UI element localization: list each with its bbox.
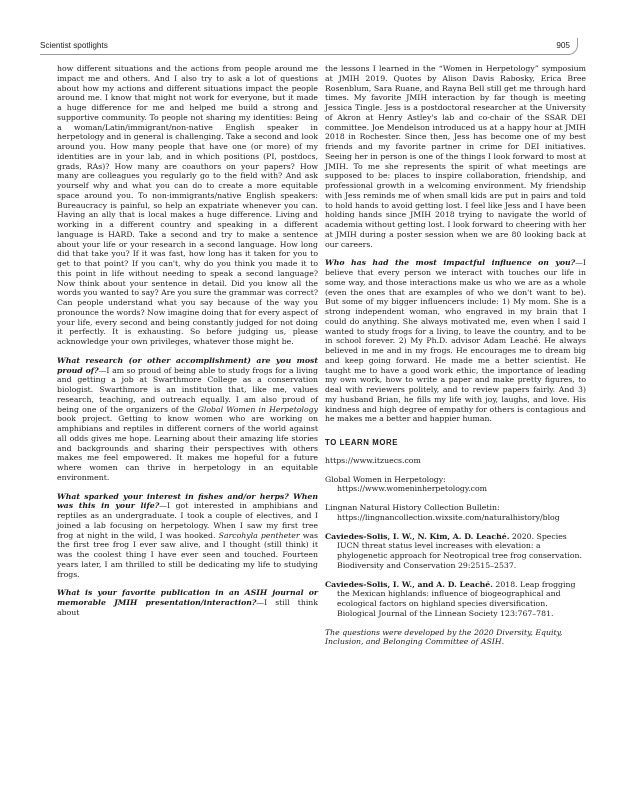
paragraph-identities: how different situations and the actions from people around me impact me and others. And I also try to ask a lot of questions about how my actions and different situations impact the people around me. I know that might not work for everyone, but it made a huge difference for me and helped me build a strong and supportive community. To people not sharing my identities: Being a woman/Latin/immigrant/non-native English speaker in herpetology and in general is challenging. Take a second and look around you. How many people that have one (or more) of my identities are in your lab, and in which positions (PI, postdocs, grads, RAs)? How many are coauthors on your papers? How many are colleagues you regularly go to the field with? And ask yourself why and what you can do to create a more equitable space around you. To non-immigrants/native English speakers: Bureaucracy is painful, so help an expatriate whenever you can. Having an ally that is local makes a huge difference. Living and working in a different country and speaking in a different language is HARD. Take a second and try to make a sentence about your life or your research in a second language. How long did that take you? If it was fast, how long has it taken for you to get to that point? If you can't, why do you think you made it to this point in life without needing to speak a second language? Now think about your sentence in detail. Did you know all the words you wanted to say? Are you sure the grammar was correct? Can people understand what you say because of the way you pronounce the words? Now imagine doing that for every aspect of your life, every second and being constantly judged for not doing it perfectly. It is exhausting. So before judging us, please acknowledge your own privileges, whatever those might be. <box>57 64 318 346</box>
qa-proud-accomplishment <box>57 356 318 483</box>
answer-proud-part1: —I am so proud of being able to study frogs for a living and getting a job at Swarthmore College as a conservation biologist. Swarthmore is an institution that, like me, values research, teaching, and outreach equally. I am also proud of being one of the organizers of the <box>57 365 319 414</box>
book-title: Global Women in Herpetology <box>197 404 318 414</box>
question-publication: What is your favorite publication in an ASIH journal or memorable JMIH presentation/interaction? <box>57 588 318 607</box>
reference-details: 2020. Species IUCN threat status level increases with elevation: a phylogenetic approach for Neotropical tree frog conservation. Biodiversity and Conservation 29:2515–2537. <box>337 531 582 570</box>
reference-details: 2018. Leap frogging the Mexican highlands: influence of biogeographical and ecological factors on highland species diversification. Biological Journal of the Linnean Society 123:767–781. <box>337 579 576 618</box>
qa-favorite-publication <box>57 588 318 617</box>
qa-interest-spark <box>57 492 318 580</box>
answer-publication-start: —I still think about <box>57 598 318 617</box>
left-column <box>57 64 318 627</box>
species-name: Sarcohyla pentheter <box>218 530 300 540</box>
reference-authors: Caviedes-Solis, I. W., N. Kim, A. D. Leaché. <box>325 531 510 541</box>
link-website[interactable]: https://www.itzuecs.com <box>325 455 421 465</box>
link-global-women[interactable]: Global Women in Herpetology: https://www.womeninherpetology.com <box>325 474 488 494</box>
running-header <box>40 37 578 53</box>
reference-authors: Caviedes-Solis, I. W., and A. D. Leaché. <box>325 579 493 589</box>
answer-interest-part1: —I got interested in amphibians and reptiles as an undergraduate. I took a couple of electives, and I joined a lab focusing on herpetology. When I saw my first tree frog at night in the wild, I was hooked. <box>57 501 318 540</box>
page-number: 905 <box>556 41 570 50</box>
link-lingnan-bulletin[interactable]: Lingnan Natural History Collection Bulletin: https://lingnancollection.wixsite.com/naturalhistory/blog <box>325 503 560 522</box>
answer-interest-part2: was the first tree frog I ever saw alive, and I thought (still think) it was the coolest thing I have ever seen and touched. Fourteen years later, I am thrilled to still be dedicating my life to studying frogs. <box>57 530 318 579</box>
reference-2020 <box>325 532 586 571</box>
right-column <box>325 64 586 656</box>
section-title: Scientist spotlights <box>40 41 108 50</box>
question-proud: What research (or other accomplishment) are you most proud of? <box>57 355 318 375</box>
reference-2018 <box>325 580 586 619</box>
qa-influence <box>325 258 586 424</box>
committee-note: The questions were developed by the 2020 Diversity, Equity, Inclusion, and Belonging Committee of ASIH. <box>325 627 563 647</box>
paragraph-jmih-lessons: the lessons I learned in the “Women in Herpetology” symposium at JMIH 2019. Quotes by Alison Davis Rabosky, Erica Bree Rosenblum, Sara Ruane, and Rayna Bell still get me through hard times. My favorite JMIH interaction by far though is meeting Jessica Tingle. Jess is a postdoctoral researcher at the University of Akron at Henry Astley's lab and co-chair of the SSAR DEI committee. Joe Mendelson introduced us at a happy hour at JMIH 2018 in Rochester. Since then, Jess has become one of my best friends and my favorite partner in crime for DEI initiatives. Seeing her in person is one of the things I look forward to most at JMIH. To me she represents the spirit of what meetings are supposed to be: places to inspire collaboration, friendship, and professional growth in a welcoming environment. My friendship with Jess reminds me of when small kids are put in pairs and told to hold hands to avoid getting lost. I feel like Jess and I have been holding hands since JMIH 2018 trying to navigate the world of academia without getting lost. I look forward to cheering with her at JMIH during a poster session when we are 80 looking back at our careers. <box>325 64 586 249</box>
learn-more-heading: TO LEARN MORE <box>325 438 399 447</box>
answer-proud-part2: book project. Getting to know women who are working on amphibians and reptiles in different corners of the world against all odds gives me hope. Learning about their amazing life stories and backgrounds and sharing their perspectives with others makes me feel empowered. It makes me hopeful for a future where women can thrive in herpetology in an equitable environment. <box>57 414 318 482</box>
answer-influence: —I believe that every person we interact with touches our life in some way, and those interactions make us who we are as a whole (even the ones that are examples of who we don't want to be). But some of my bigger influencers include: 1) My mom. She is a strong independent woman, who engraved in my brain that I could do anything. She always motivated me, even when I said I wanted to study frogs for a living, to leave the country, and to be in school forever. 2) My Ph.D. advisor Adam Leaché. He always believed in me and in my frogs. He encourages me to dream big and keep going forward. He made me a better scientist. He taught me to have a good work ethic, the importance of leading my own work, how to write a paper and make pretty figures, to deal with reviewers politely, and to review papers fairly. And 3) my husband Brian, he fills my life with joy, laughs, and love. His kindness and high degree of empathy for others is contagious and he makes me a better and happier human. <box>325 258 586 424</box>
header-rule <box>40 54 568 55</box>
question-influence: Who has had the most impactful influence on you? <box>325 258 576 268</box>
question-interest: What sparked your interest in fishes and/or herps? When was this in your life? <box>57 491 318 511</box>
